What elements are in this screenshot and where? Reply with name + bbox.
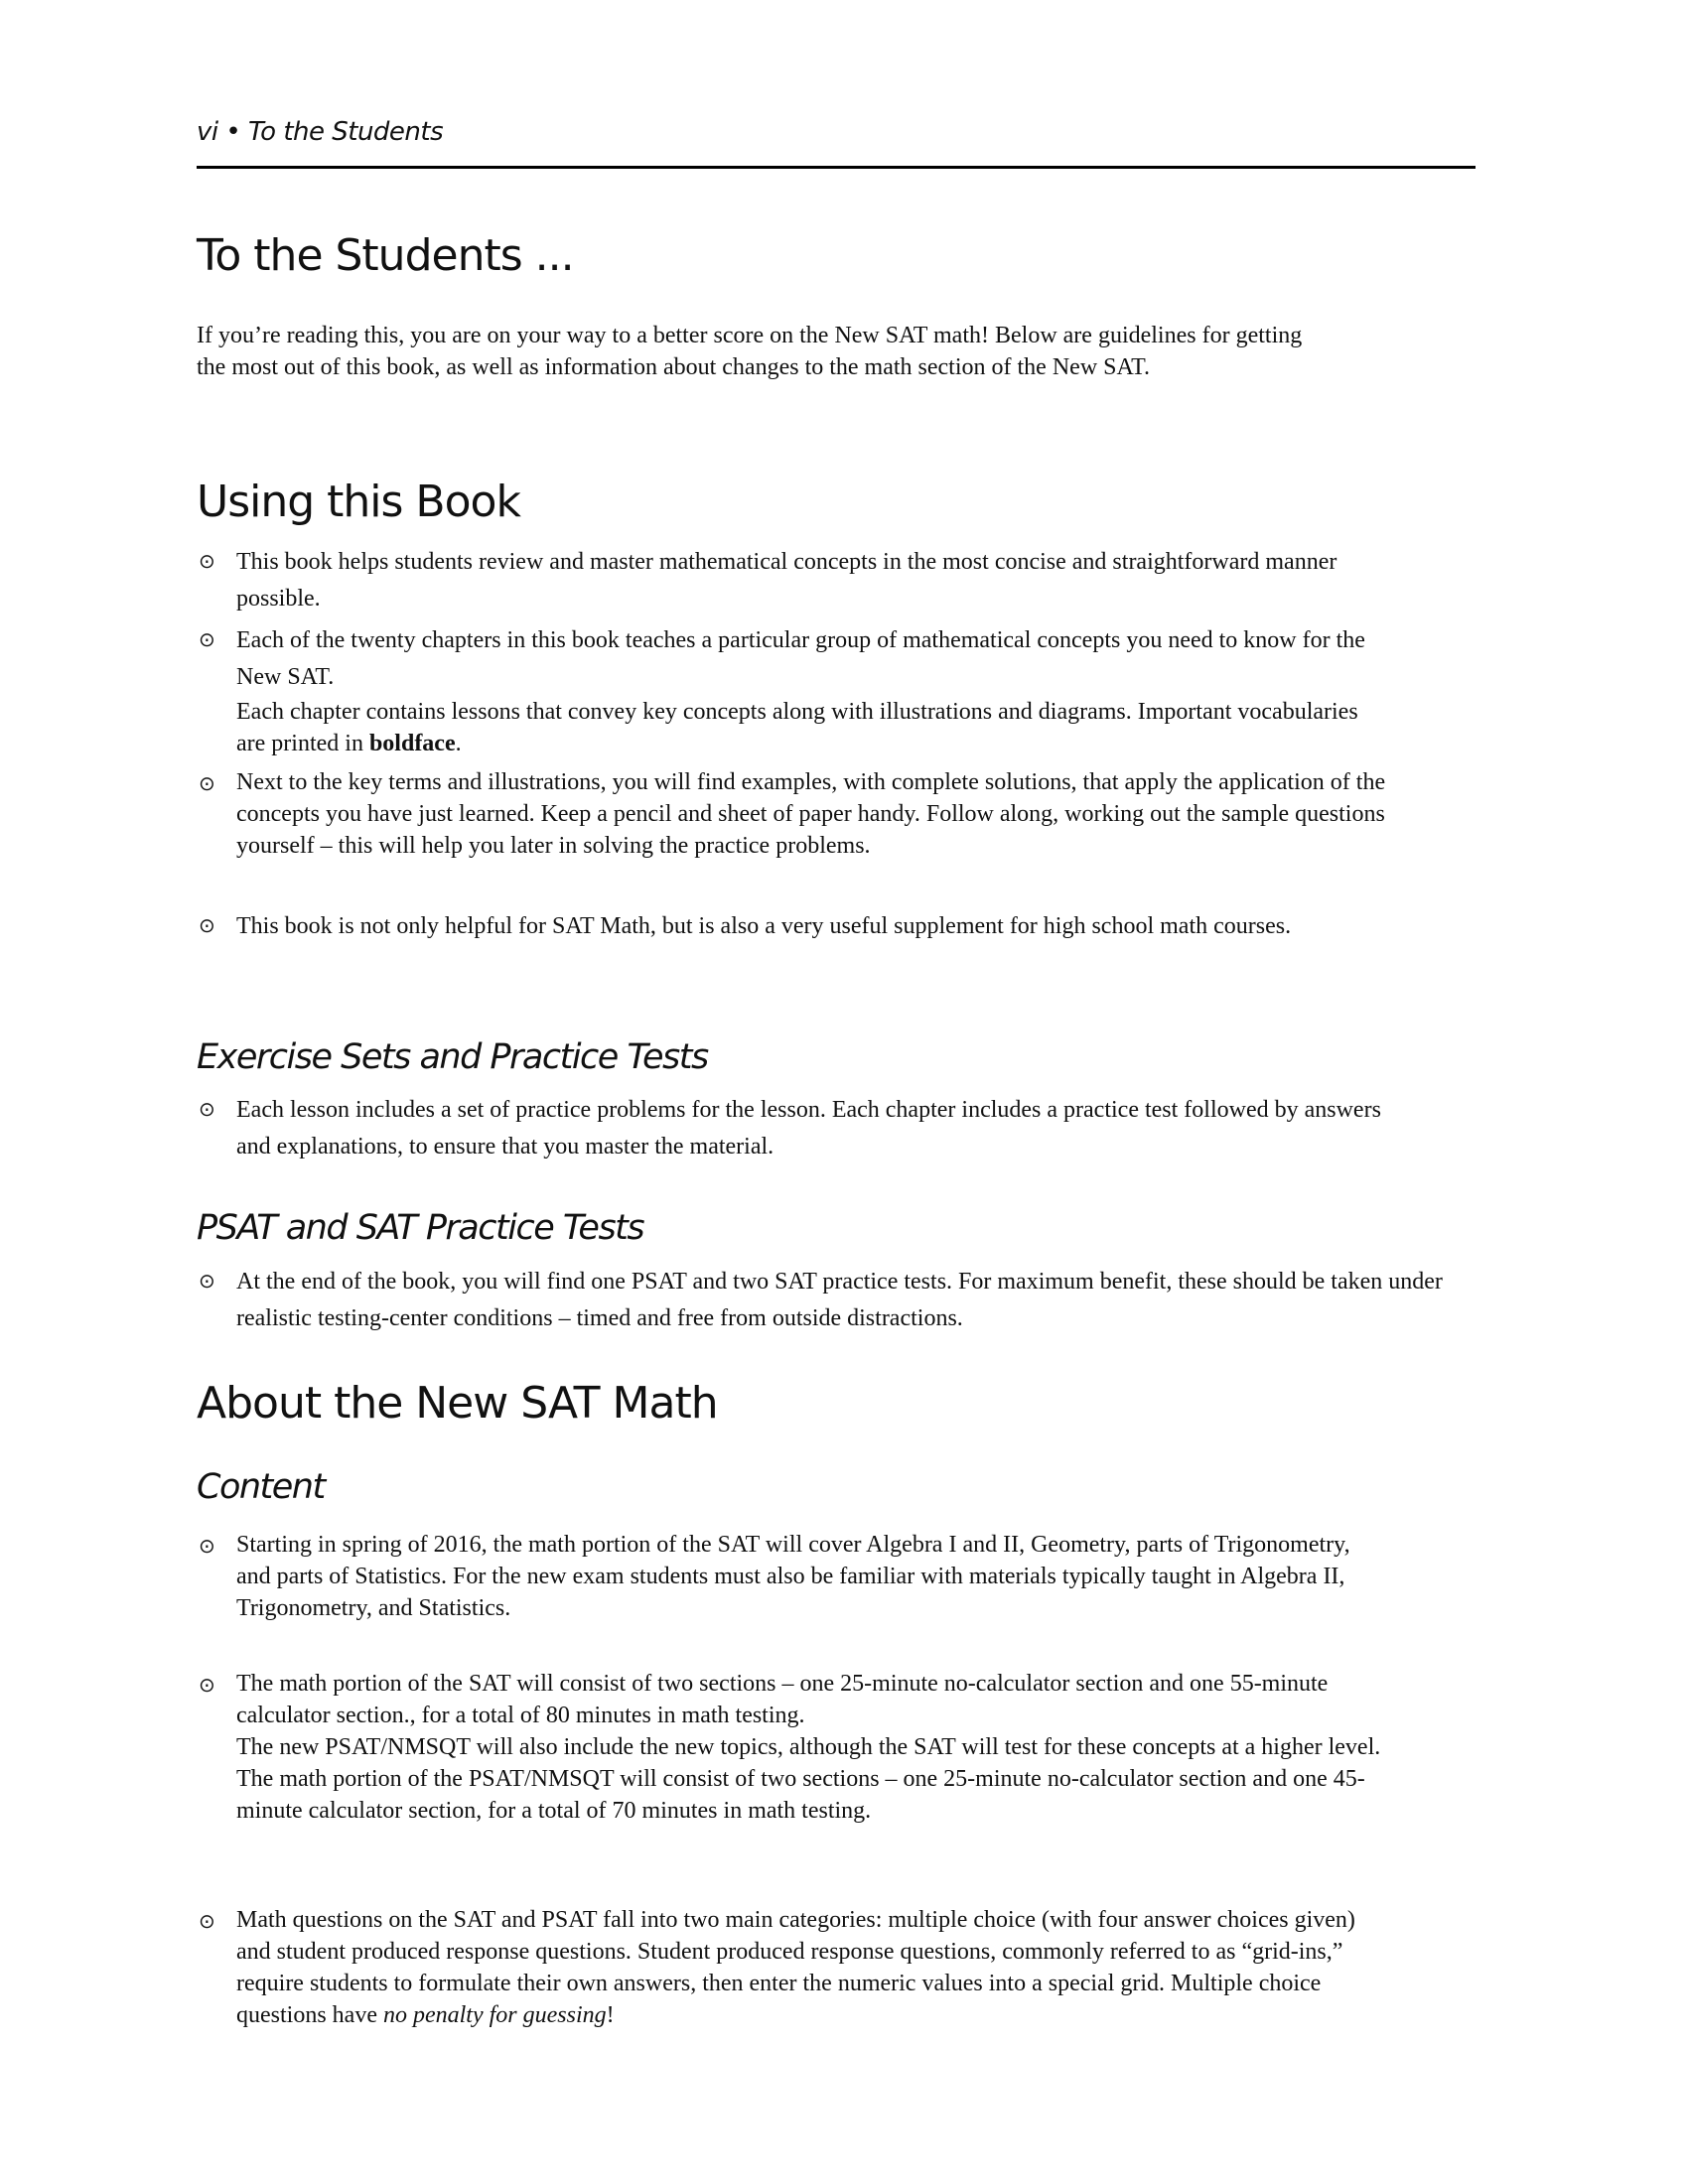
list-item: ⊙ Next to the key terms and illustrations, you will find examples, with complete solutions, that apply the application of the concepts you have just learned. Keep a pencil and sheet of paper handy. Follow along, working out the sample questions yourself – this will help you later in solving the practice problems. [199,769,1386,859]
list-item: ⊙ Each lesson includes a set of practice problems for the lesson. Each chapter includes a practice test followed by answers and explanations, to ensure that you master the material. [197,1092,1388,1165]
subsection-heading-exercise: Exercise Sets and Practice Tests [197,1037,708,1077]
list-item: ⊙ This book is not only helpful for SAT Math, but is also a very useful supplement for high school math courses. [197,908,1388,945]
bullet-icon: ⊙ [199,1911,215,1933]
section-heading-about: About the New SAT Math [197,1378,718,1429]
boldface-word: boldface [368,731,456,756]
bullet-icon: ⊙ [199,1099,215,1121]
emphasis-text: no penalty for guessing [382,2002,607,2028]
list-item: ⊙ Starting in spring of 2016, the math portion of the SAT will cover Algebra I and II, Geometry, parts of Trigonometry, and parts of Statistics. For the new exam students must also be familiar with materials typically taught in Algebra II, Trigonometry, and Statistics. [199,1532,1350,1621]
bullet-icon: ⊙ [199,629,215,651]
intro-paragraph: If you’re reading this, you are on your way to a better score on the New SAT math! Below are guidelines for getting the most out of this book, as well as information about changes to the math section of the New SAT. [197,323,1303,380]
bullet-icon: ⊙ [199,1536,215,1558]
list-item: ⊙ The math portion of the SAT will consist of two sections – one 25-minute no-calculator section and one 55-minute calculator section., for a total of 80 minutes in math testing. The new PSAT/NMSQT will also include the new topics, although the SAT will test for these concepts at a higher level. The math portion of the PSAT/NMSQT will consist of two sections – one 25-minute no-calculator section and one 45-minute calculator section, for a total of 70 minutes in math testing. [199,1671,1381,1824]
section-heading-using: Using this Book [197,477,520,527]
list-item: ⊙ Math questions on the SAT and PSAT fall into two main categories: multiple choice (with four answer choices given) and student produced response questions. Student produced response questions, commonly referred to as “grid-ins,” require students to formulate their own answers, then enter the numeric values into a special grid. Multiple choice questions have no penalty for guessing! [199,1907,1355,2028]
running-header: vi • To the Students [197,117,444,147]
list-item: ⊙ This book helps students review and master mathematical concepts in the most concise and straightforward manner possible. [197,544,1388,617]
bullet-icon: ⊙ [199,551,215,573]
page-title: To the Students ... [197,230,574,281]
subsection-heading-content: Content [197,1467,325,1507]
subsection-heading-psat: PSAT and SAT Practice Tests [197,1208,644,1248]
list-item: ⊙ At the end of the book, you will find one PSAT and two SAT practice tests. For maximum benefit, these should be taken under realistic testing-center conditions – timed and free from outside distractions. [197,1264,1388,1337]
bullet-icon: ⊙ [199,915,215,937]
list-item: ⊙ Each of the twenty chapters in this book teaches a particular group of mathematical concepts you need to know for the New SAT. Each chapter contains lessons that convey key concepts along with illustrations and diagrams. Important vocabularies are printed in boldface. [197,622,1388,759]
bullet-icon: ⊙ [199,1271,215,1293]
bullet-icon: ⊙ [199,773,215,795]
bullet-icon: ⊙ [199,1675,215,1697]
header-rule [197,166,1476,169]
